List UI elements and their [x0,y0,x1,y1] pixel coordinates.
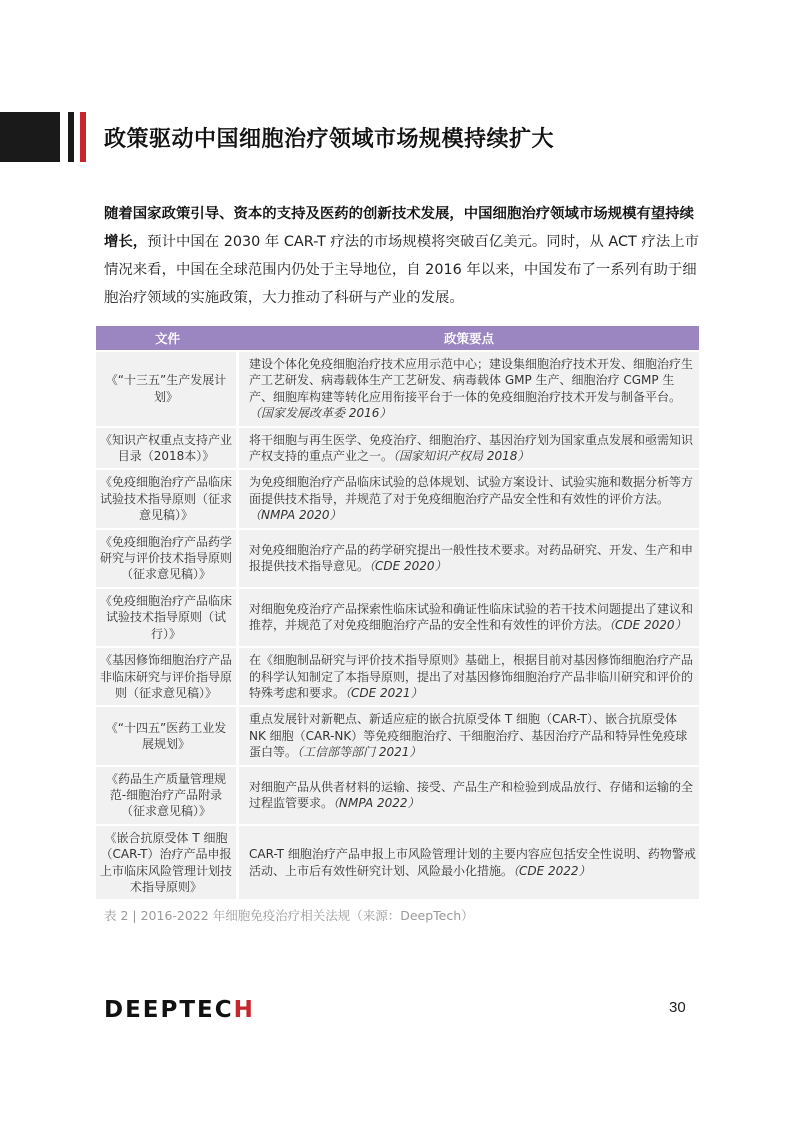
intro-body-text: 预计中国在 2030 年 CAR-T 疗法的市场规模将突破百亿美元。同时，从 ACT 疗法上市情况来看，中国在全球范围内仍处于主导地位，自 2016 年以来，中国发布了一系列有助于细胞治疗领域的实施政策，大力推动了科研与产业的发展。 [104,234,699,306]
policy-cell [239,707,699,764]
policy-cell [239,428,699,469]
policy-source: （工信部等部门 2021） [297,745,422,760]
accent-bar-dark [68,112,74,162]
document-cell: 《嵌合抗原受体 T 细胞（CAR-T）治疗产品申报上市临床风险管理计划技术指导原则》 [96,826,239,900]
page-number: 30 [669,999,686,1016]
table-row [96,707,699,764]
policy-source: （CDE 2020） [609,618,687,633]
document-cell: 《基因修饰细胞治疗产品非临床研究与评价指导原则（征求意见稿）》 [96,648,239,705]
policy-text: 对细胞免疫治疗产品探索性临床试验和确证性临床试验的若干技术问题提出了建议和推荐，并规范了对免疫细胞治疗产品的安全性和有效性的评价方法。 [249,602,694,633]
policy-text: 在《细胞制品研究与评价技术指导原则》基础上，根据目前对基因修饰细胞治疗产品的科学认知制定了本指导原则，提出了对基因修饰细胞治疗产品非临川研究和评价的特殊考虑和要求。 [249,653,694,700]
policy-cell [239,648,699,705]
policy-text: 对免疫细胞治疗产品的药学研究提出一般性技术要求。对药品研究、开发、生产和申报提供技术指导意见。 [249,542,694,574]
table-row [96,648,699,705]
accent-bar-red [80,112,86,162]
table-row [96,352,699,426]
document-cell: 《知识产权重点支持产业目录（2018本）》 [96,428,239,469]
table-row [96,826,699,900]
policy-source: （CDE 2021） [345,685,423,700]
policy-text: CAR-T 细胞治疗产品申报上市风险管理计划的主要内容应包括安全性说明、药物警戒活动、上市后有效性研究计划、风险最小化措施。 [249,847,696,878]
policy-text: 重点发展针对新靶点、新适应症的嵌合抗原受体 T 细胞（CAR-T）、嵌合抗原受体 NK 细胞（CAR-NK）等免疫细胞治疗、干细胞治疗、基因治疗产品和特异性免疫球蛋白等。 [249,712,688,760]
logo-text-accent: H [233,997,255,1023]
table-header-row [96,326,699,350]
policy-table [96,324,699,901]
policy-cell [239,767,699,824]
policy-cell [239,352,699,426]
header-policy-points: 政策要点 [239,326,699,350]
policy-cell [239,470,699,527]
policy-text: 为免疫细胞治疗产品临床试验的总体规划、试验方案设计、试验实施和数据分析等方面提供技术指导，并规范了对于免疫细胞治疗产品安全性和有效性的评价方法。 [249,475,694,506]
corner-block [0,112,60,162]
document-cell: 《药品生产质量管理规范-细胞治疗产品附录（征求意见稿）》 [96,767,239,824]
document-cell: 《免疫细胞治疗产品药学研究与评价技术指导原则（征求意见稿）》 [96,530,239,587]
table-row [96,470,699,527]
policy-source: （国家知识产权局 2018） [393,449,530,464]
policy-source: （NMPA 2020） [249,508,342,523]
table-caption: 表 2 | 2016-2022 年细胞免疫治疗相关法规（来源：DeepTech） [104,908,474,923]
policy-source: （CDE 2022） [513,863,591,878]
deeptech-logo [104,997,255,1023]
document-cell: 《免疫细胞治疗产品临床试验技术指导原则（征求意见稿）》 [96,470,239,527]
document-cell: 《“十四五”医药工业发展规划》 [96,707,239,764]
policy-text: 对细胞产品从供者材料的运输、接受、产品生产和检验到成品放行、存储和运输的全过程监管要求。 [249,779,694,811]
logo-text: DEEPTEC [104,997,234,1023]
document-cell: 《“十三五”生产发展计划》 [96,352,239,426]
policy-cell [239,530,699,587]
policy-source: （国家发展改革委 2016） [249,406,392,421]
table-row [96,428,699,469]
table-row [96,530,699,587]
policy-source: （CDE 2020） [369,559,447,574]
table-row [96,589,699,646]
section-title: 政策驱动中国细胞治疗领域市场规模持续扩大 [104,127,555,152]
policy-text: 将干细胞与再生医学、免疫治疗、细胞治疗、基因治疗划为国家重点发展和亟需知识产权支持的重点产业之一。 [249,432,694,464]
policy-text: 建设个体化免疫细胞治疗技术应用示范中心；建设集细胞治疗技术开发、细胞治疗生产工艺研发、病毒载体生产工艺研发、病毒载体 GMP 生产、细胞治疗 CGMP 生产、细胞库构建等转化应用衔接平台于一体的免疫细胞治疗技术开发与制备平台。 [249,357,694,404]
policy-cell [239,826,699,900]
document-cell: 《免疫细胞治疗产品临床试验技术指导原则（试行）》 [96,589,239,646]
intro-paragraph [104,200,704,312]
policy-source: （NMPA 2022） [333,796,420,811]
table-row [96,767,699,824]
intro-bold-text: 随着国家政策引导、资本的支持及医药的创新技术发展，中国细胞治疗领域市场规模有望持续增长， [104,206,695,250]
policy-cell [239,589,699,646]
header-document: 文件 [96,326,239,350]
